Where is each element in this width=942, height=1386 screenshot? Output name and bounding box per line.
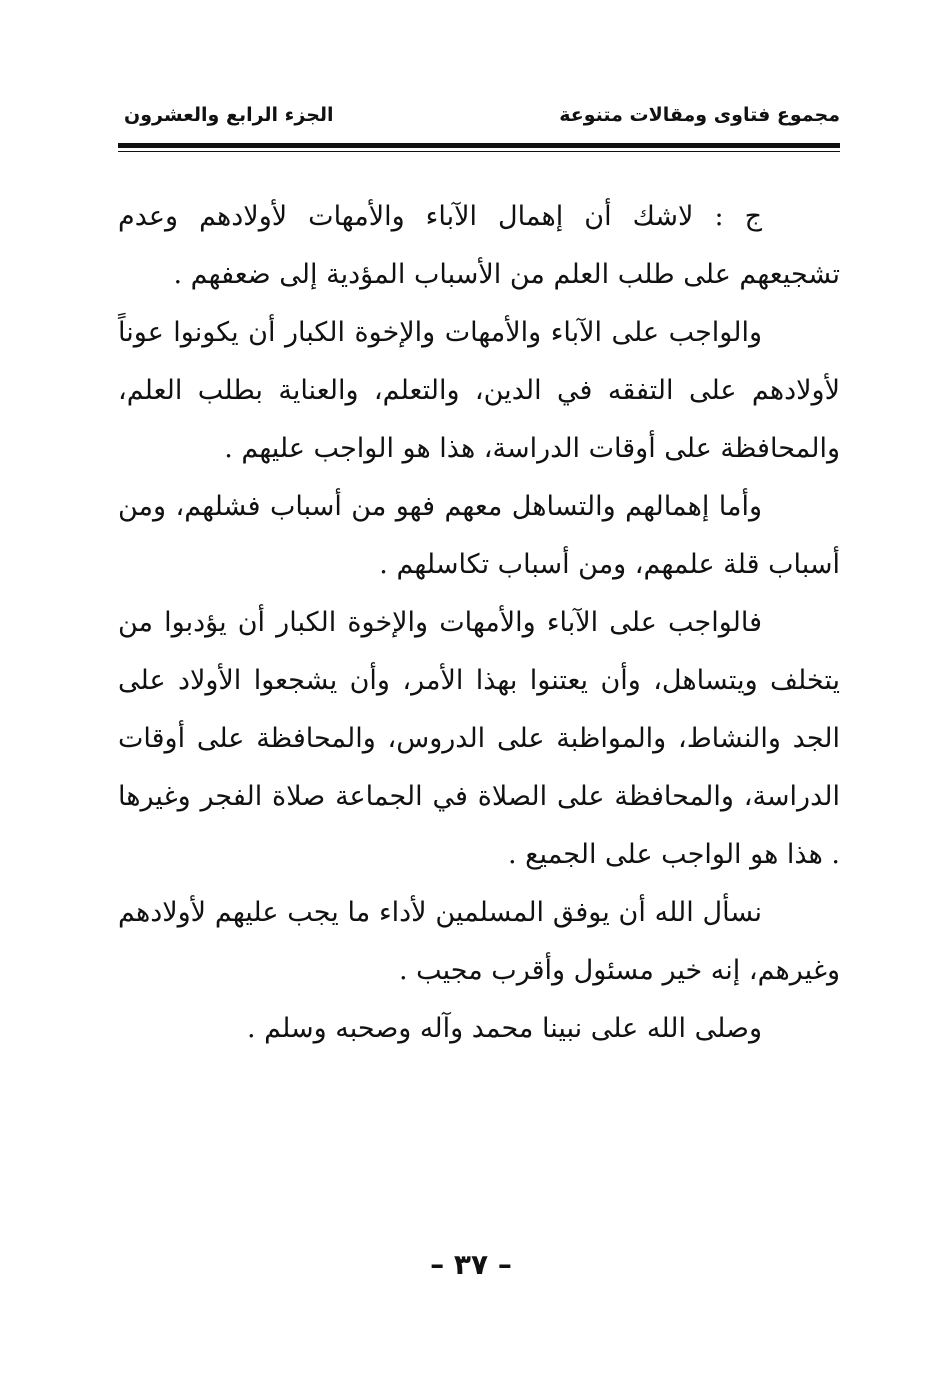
page-number: – ٣٧ – — [430, 1248, 512, 1281]
paragraph-neglect: وأما إهمالهم والتساهل معهم فهو من أسباب فشلهم، ومن أسباب قلة علمهم، ومن أسباب تكاسلهم . — [118, 491, 840, 580]
header-rule-thin — [118, 151, 840, 152]
paragraph-prayer: نسأل الله أن يوفق المسلمين لأداء ما يجب عليهم لأولادهم وغيرهم، إنه خير مسئول وأقرب مجيب . — [118, 897, 840, 986]
page-header — [118, 98, 840, 138]
header-rule-thick — [118, 143, 840, 148]
paragraph-closing: وصلى الله على نبينا محمد وآله وصحبه وسلم . — [246, 1013, 762, 1044]
volume-label: الجزء الرابع والعشرون — [124, 104, 334, 126]
paragraph-duty: والواجب على الآباء والأمهات والإخوة الكبار أن يكونوا عوناً لأولادهم على التفقه في الدين، والتعلم، والعناية بطلب العلم، والمحافظة على أوقات الدراسة، هذا هو الواجب عليهم . — [118, 317, 840, 464]
paragraph-discipline: فالواجب على الآباء والأمهات والإخوة الكبار أن يؤدبوا من يتخلف ويتساهل، وأن يعتنوا بهذا الأمر، وأن يشجعوا الأولاد على الجد والنشاط، والمواظبة على الدروس، والمحافظة على أوقات الدراسة، والمحافظة على الصلاة في الجماعة صلاة الفجر وغيرها . هذا هو الواجب على الجميع . — [118, 607, 840, 870]
paragraph-answer: ج : لاشك أن إهمال الآباء والأمهات لأولادهم وعدم تشجيعهم على طلب العلم من الأسباب المؤدية إلى ضعفهم . — [118, 201, 840, 290]
book-title: مجموع فتاوى ومقالات متنوعة — [559, 104, 840, 126]
body-text — [118, 188, 840, 1058]
